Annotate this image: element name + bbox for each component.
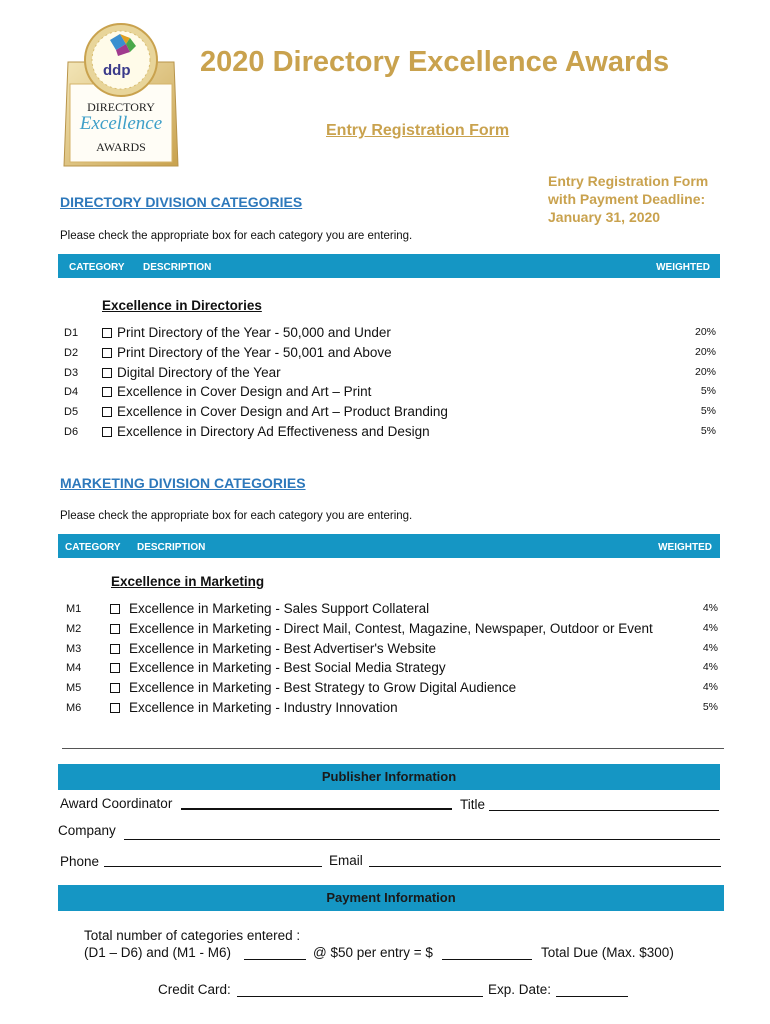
category-checkbox[interactable] [110,644,120,654]
directory-excellence-logo [60,20,182,170]
section-divider [62,748,724,749]
category-row [0,384,770,403]
company-label: Company [58,823,116,838]
category-checkbox[interactable] [102,348,112,358]
category-row [0,680,770,699]
category-code: M2 [66,623,82,635]
category-weight: 20% [694,366,716,378]
logo-line1: DIRECTORY [87,100,155,114]
deadline-line-2: with Payment Deadline: [548,191,706,207]
category-description: Print Directory of the Year - 50,000 and Under [117,325,391,340]
category-code: D1 [64,327,79,339]
deadline-note [548,172,708,226]
category-weight: 4% [702,622,718,634]
category-row [0,424,770,443]
award-coordinator-label: Award Coordinator [60,796,173,811]
category-description: Excellence in Marketing - Sales Support Collateral [129,601,430,616]
exp-date-field[interactable] [556,996,628,997]
category-code: D2 [64,347,79,359]
category-checkbox[interactable] [110,703,120,713]
marketing-table-header [58,534,720,558]
credit-card-label: Credit Card: [158,982,231,997]
phone-field[interactable] [104,866,322,867]
category-row [0,660,770,679]
deadline-line-3: January 31, 2020 [548,209,661,225]
category-weight: 4% [702,642,718,654]
category-count-field[interactable] [244,959,306,960]
category-description: Digital Directory of the Year [117,365,281,380]
category-checkbox[interactable] [102,407,112,417]
page-title: 2020 Directory Excellence Awards [200,46,670,78]
payment-information-bar: Payment Information [58,885,724,911]
category-checkbox[interactable] [110,683,120,693]
category-code: M4 [66,662,82,674]
column-category: CATEGORY [65,542,121,553]
company-field[interactable] [124,839,720,840]
category-weight: 5% [702,701,718,713]
title-field[interactable] [489,810,719,811]
marketing-division-heading: MARKETING DIVISION CATEGORIES [60,475,306,491]
category-checkbox[interactable] [102,427,112,437]
category-row [0,700,770,719]
category-code: M6 [66,702,82,714]
marketing-instructions: Please check the appropriate box for each category you are entering. [60,510,413,522]
logo-line3: AWARDS [96,140,146,154]
category-code: D4 [64,386,79,398]
category-code: M3 [66,643,82,655]
category-description: Excellence in Directory Ad Effectiveness and Design [117,424,430,439]
column-weighted: WEIGHTED [656,262,710,273]
category-row [0,621,770,640]
category-code: D3 [64,367,79,379]
title-label: Title [460,797,486,812]
category-range-label: (D1 – D6) and (M1 - M6) [84,945,232,960]
per-entry-label: @ $50 per entry = $ [313,945,433,960]
category-weight: 5% [700,405,716,417]
category-description: Excellence in Cover Design and Art – Print [117,384,372,399]
category-description: Excellence in Marketing - Industry Innovation [129,700,398,715]
amount-field[interactable] [442,959,532,960]
logo-line2: Excellence [79,113,163,134]
directory-instructions: Please check the appropriate box for each category you are entering. [60,230,413,242]
category-row [0,325,770,344]
publisher-information-bar: Publisher Information [58,764,720,790]
category-row [0,365,770,384]
email-label: Email [329,853,363,868]
directory-group-title: Excellence in Directories [102,298,262,313]
column-weighted: WEIGHTED [658,542,712,553]
category-code: M1 [66,603,82,615]
column-category: CATEGORY [69,262,125,273]
category-weight: 20% [694,346,716,358]
form-subtitle: Entry Registration Form [326,122,510,139]
category-checkbox[interactable] [110,604,120,614]
credit-card-field[interactable] [237,996,483,997]
category-description: Print Directory of the Year - 50,001 and Above [117,345,392,360]
category-row [0,641,770,660]
logo-brand-text: ddp [103,62,131,79]
category-code: D5 [64,406,79,418]
category-description: Excellence in Marketing - Direct Mail, Contest, Magazine, Newspaper, Outdoor or Event [129,621,653,636]
marketing-group-title: Excellence in Marketing [111,574,265,589]
category-weight: 5% [700,425,716,437]
category-checkbox[interactable] [110,624,120,634]
category-description: Excellence in Marketing - Best Advertiser's Website [129,641,436,656]
category-row [0,345,770,364]
total-categories-label: Total number of categories entered : [84,928,301,943]
category-row [0,601,770,620]
category-weight: 20% [694,326,716,338]
column-description: DESCRIPTION [137,542,206,553]
category-row [0,404,770,423]
category-weight: 5% [700,385,716,397]
category-weight: 4% [702,661,718,673]
email-field[interactable] [369,866,721,867]
category-description: Excellence in Marketing - Best Strategy to Grow Digital Audience [129,680,517,695]
category-checkbox[interactable] [110,663,120,673]
category-code: D6 [64,426,79,438]
category-weight: 4% [702,681,718,693]
directory-division-heading: DIRECTORY DIVISION CATEGORIES [60,194,303,210]
category-description: Excellence in Cover Design and Art – Product Branding [117,404,448,419]
category-checkbox[interactable] [102,328,112,338]
award-coordinator-field[interactable] [181,808,452,810]
total-due-label: Total Due (Max. $300) [541,945,674,960]
category-description: Excellence in Marketing - Best Social Media Strategy [129,660,446,675]
directory-table-header [58,254,720,278]
category-checkbox[interactable] [102,387,112,397]
category-checkbox[interactable] [102,368,112,378]
category-weight: 4% [702,602,718,614]
category-code: M5 [66,682,82,694]
phone-label: Phone [60,854,100,869]
deadline-line-1: Entry Registration Form [548,173,709,189]
exp-date-label: Exp. Date: [488,982,552,997]
column-description: DESCRIPTION [143,262,212,273]
